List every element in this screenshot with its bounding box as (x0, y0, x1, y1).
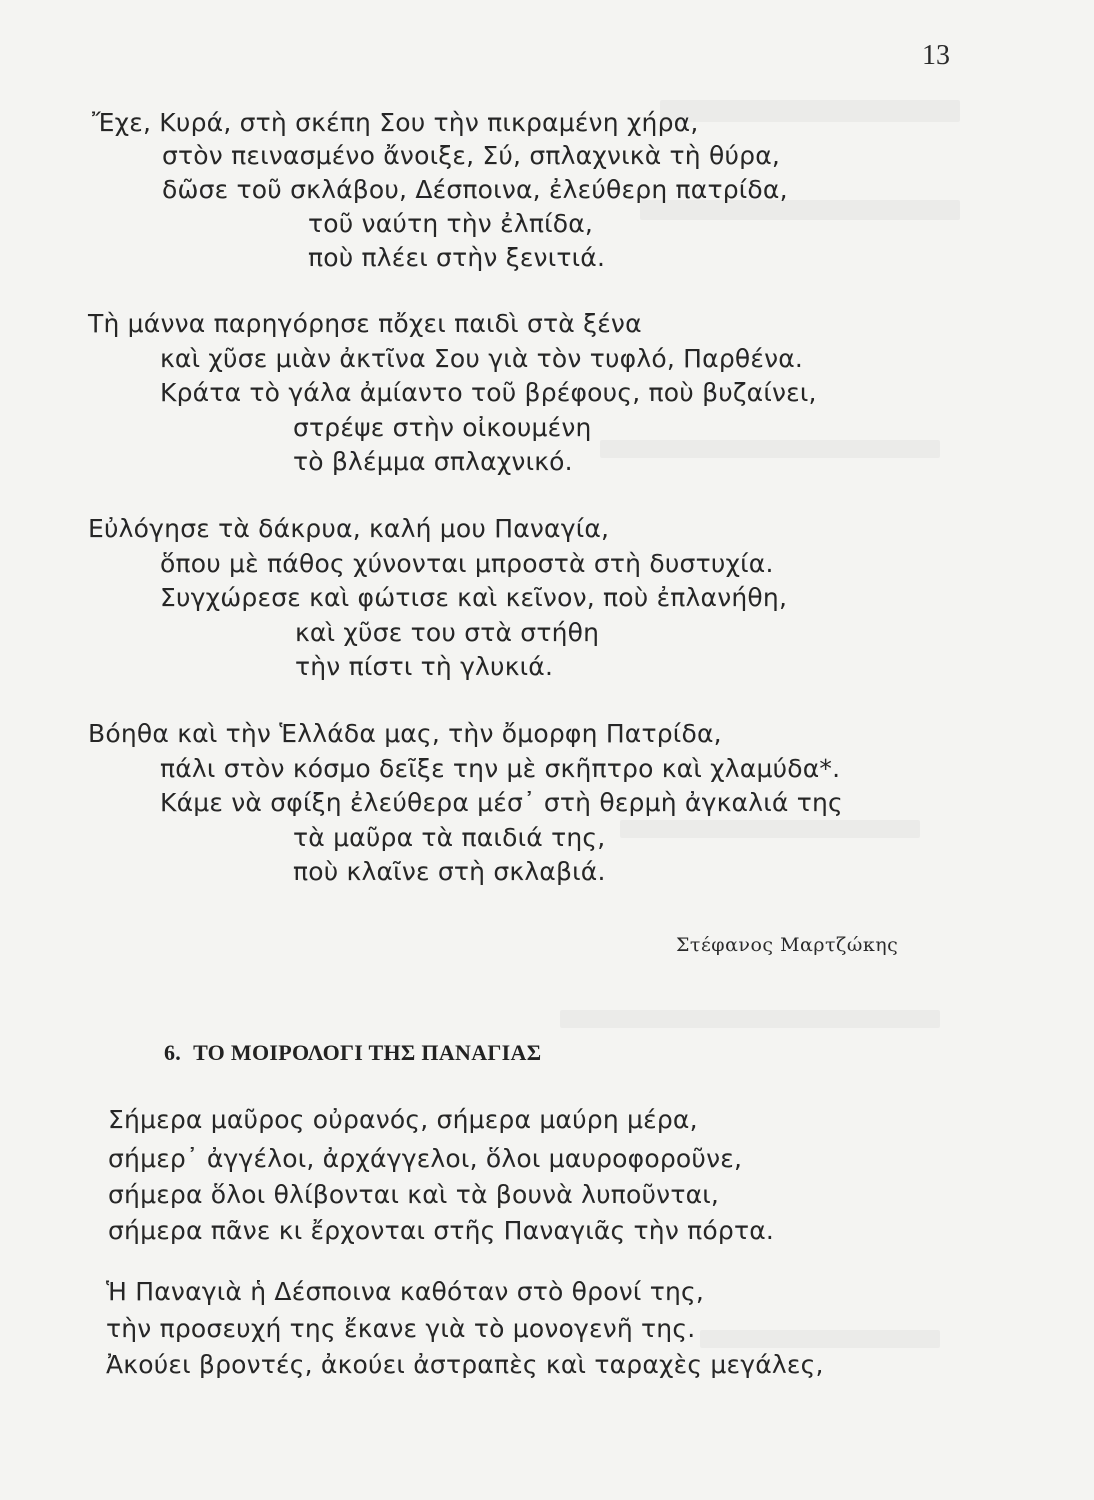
poem-line: τὴν πίστι τὴ γλυκιά. (295, 652, 554, 681)
poem-line: σήμερα πᾶνε κι ἔρχονται στῆς Παναγιᾶς τὴν πόρτα. (108, 1216, 775, 1245)
poem-line: σήμερα ὅλοι θλίβονται καὶ τὰ βουνὰ λυποῦνται, (108, 1180, 720, 1209)
poem-line: στὸν πεινασμένο ἄνοιξε, Σύ, σπλαχνικὰ τὴ θύρα, (162, 141, 781, 170)
poem-line: Βόηθα καὶ τὴν Ἑλλάδα μας, τὴν ὄμορφη Πατρίδα, (88, 719, 722, 748)
poem-line: Ἀκούει βροντές, ἀκούει ἀστραπὲς καὶ ταραχὲς μεγάλες, (106, 1350, 824, 1379)
section-heading (164, 1040, 541, 1066)
bleed-through (600, 440, 940, 458)
poem-line: πάλι στὸν κόσμο δεῖξε την μὲ σκῆπτρο καὶ χλαμύδα*. (160, 754, 841, 783)
poem-line: ποὺ κλαῖνε στὴ σκλαβιά. (293, 857, 606, 886)
poem-author: Στέφανος Μαρτζώκης (676, 934, 899, 956)
poem-line: Κράτα τὸ γάλα ἀμίαντο τοῦ βρέφους, ποὺ βυζαίνει, (160, 378, 817, 407)
section-number: 6. (164, 1040, 182, 1065)
poem-line: Συγχώρεσε καὶ φώτισε καὶ κεῖνον, ποὺ ἐπλανήθη, (160, 583, 788, 612)
poem-line: στρέψε στὴν οἰκουμένη (293, 413, 592, 442)
poem-line: σήμερ᾿ ἀγγέλοι, ἀρχάγγελοι, ὅλοι μαυροφοροῦνε, (108, 1144, 743, 1173)
poem-line: Τὴ μάννα παρηγόρησε πὄχει παιδὶ στὰ ξένα (88, 309, 642, 338)
poem-line: τοῦ ναύτη τὴν ἐλπίδα, (308, 209, 594, 238)
poem-line: τὴν προσευχή της ἔκανε γιὰ τὸ μονογενῆ της. (106, 1314, 696, 1343)
section-title: ΤΟ ΜΟΙΡΟΛΟΓΙ ΤΗΣ ΠΑΝΑΓΙΑΣ (193, 1040, 542, 1065)
poem-line: καὶ χῦσε μιὰν ἀκτῖνα Σου γιὰ τὸν τυφλό, Παρθένα. (160, 344, 804, 373)
bleed-through (700, 1330, 940, 1348)
poem-line: ὅπου μὲ πάθος χύνονται μπροστὰ στὴ δυστυχία. (160, 549, 774, 578)
bleed-through (560, 1010, 940, 1028)
bleed-through (660, 100, 960, 122)
poem-line: Ἡ Παναγιὰ ἡ Δέσποινα καθόταν στὸ θρονί της, (106, 1277, 705, 1306)
poem-line: Κάμε νὰ σφίξη ἐλεύθερα μέσ᾿ στὴ θερμὴ ἀγκαλιά της (160, 788, 843, 817)
poem-line: τὸ βλέμμα σπλαχνικό. (293, 447, 573, 476)
poem-line: Σήμερα μαῦρος οὐρανός, σήμερα μαύρη μέρα, (108, 1105, 698, 1134)
poem-line: ποὺ πλέει στὴν ξενιτιά. (308, 243, 606, 272)
poem-line: δῶσε τοῦ σκλάβου, Δέσποινα, ἐλεύθερη πατρίδα, (162, 175, 788, 204)
poem-line: Εὐλόγησε τὰ δάκρυα, καλή μου Παναγία, (88, 514, 610, 543)
poem-line: καὶ χῦσε του στὰ στήθη (295, 618, 600, 647)
page-number: 13 (922, 40, 950, 71)
bleed-through (620, 820, 920, 838)
poem-line: τὰ μαῦρα τὰ παιδιά της, (293, 823, 606, 852)
poem-line: Ἔχε, Κυρά, στὴ σκέπη Σου τὴν πικραμένη χήρα, (92, 108, 699, 137)
